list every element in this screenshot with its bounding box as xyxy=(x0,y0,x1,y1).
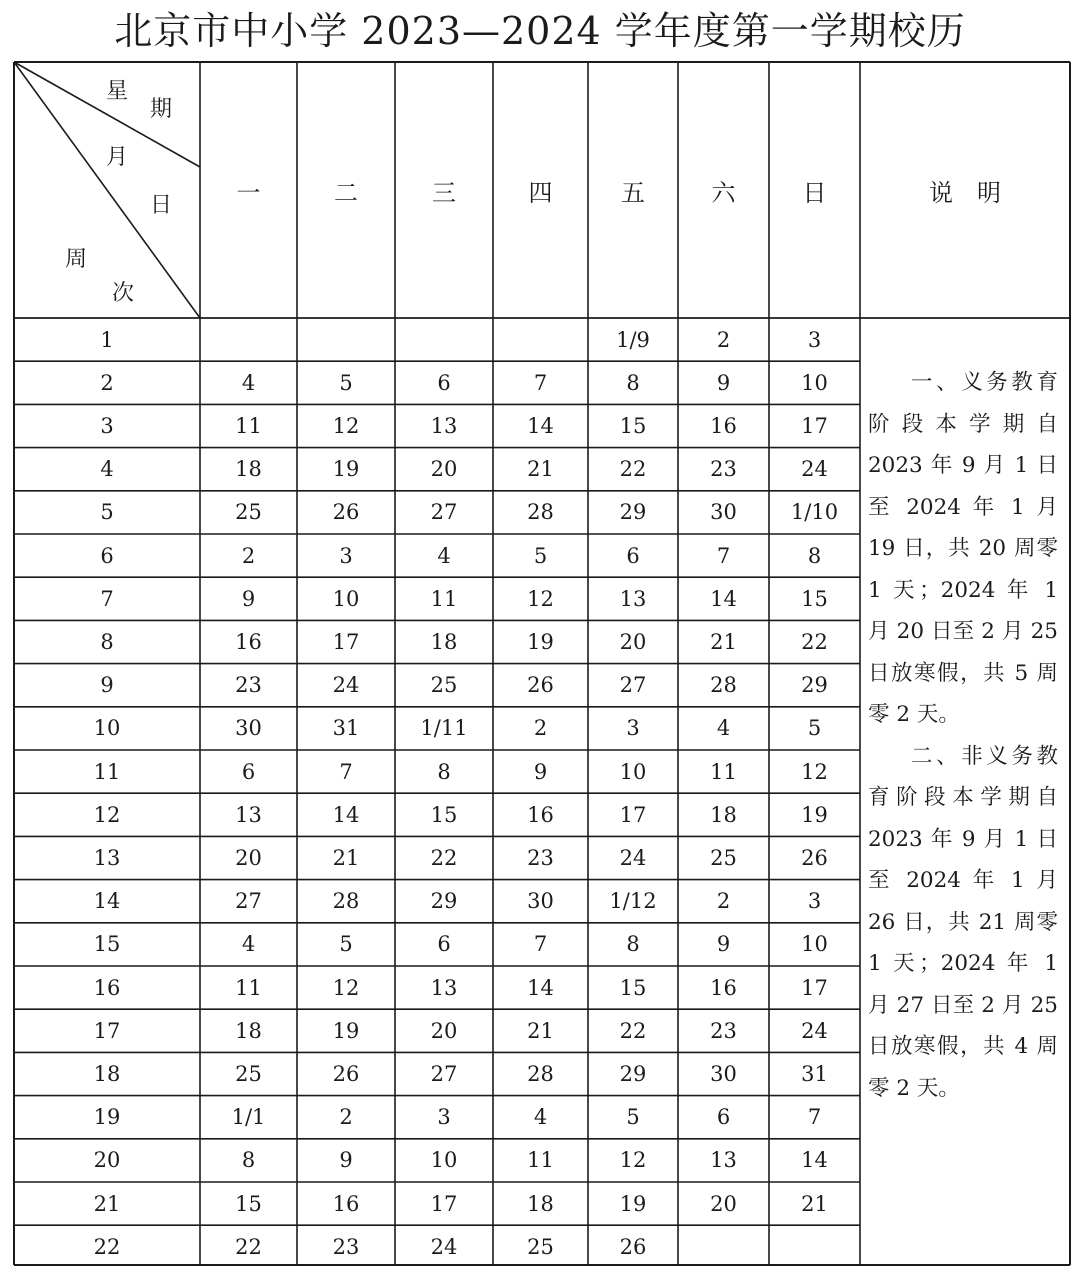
date-cell: 2 xyxy=(716,327,731,352)
page-title: 北京市中小学 2023—2024 学年度第一学期校历 xyxy=(114,9,966,53)
date-cell: 15 xyxy=(801,586,828,611)
date-cell: 22 xyxy=(619,1018,647,1043)
date-cell: 13 xyxy=(430,975,458,1000)
week-number-cell: 12 xyxy=(93,802,121,827)
corner-label-week-1: 周 xyxy=(65,247,88,272)
date-cell: 3 xyxy=(437,1105,451,1130)
date-cell: 28 xyxy=(332,889,360,914)
date-cell: 19 xyxy=(332,457,360,482)
date-cell: 10 xyxy=(801,370,828,395)
week-number-cell: 4 xyxy=(100,457,114,482)
date-cell: 18 xyxy=(235,457,262,482)
date-cell: 7 xyxy=(533,370,548,395)
date-cell: 4 xyxy=(241,932,256,957)
date-cell: 22 xyxy=(430,845,458,870)
date-cell: 31 xyxy=(801,1061,828,1086)
date-cell: 14 xyxy=(527,413,554,438)
date-cell: 10 xyxy=(619,759,647,784)
week-number-cell: 17 xyxy=(93,1018,121,1043)
date-cell: 29 xyxy=(619,500,647,525)
date-cell: 17 xyxy=(619,802,647,827)
weekday-header: 三 xyxy=(432,178,456,207)
date-cell: 25 xyxy=(710,845,737,870)
date-cell xyxy=(297,318,395,361)
date-cell: 28 xyxy=(710,673,737,698)
date-cell: 4 xyxy=(533,1105,548,1130)
notes-text xyxy=(868,362,1058,1109)
note-paragraph-1: 一、义务教育阶段本学期自 2023 年 9 月 1 日至 2024 年 1 月 19 日，共 20 周零 1 天；2024 年 1 月 20 日至 2 月 25 日放寒假，共 5 周零 2 天。 xyxy=(868,370,1058,727)
date-cell: 9 xyxy=(716,932,731,957)
weekday-header: 五 xyxy=(621,178,645,207)
date-cell: 11 xyxy=(527,1148,554,1173)
weekday-header: 六 xyxy=(711,178,736,207)
date-cell: 27 xyxy=(235,889,262,914)
week-number-cell: 18 xyxy=(93,1061,121,1086)
date-cell: 21 xyxy=(801,1191,828,1216)
date-cell: 14 xyxy=(710,586,737,611)
date-cell: 26 xyxy=(527,673,554,698)
date-cell: 14 xyxy=(332,802,360,827)
week-number-cell: 6 xyxy=(100,543,114,568)
week-number-cell: 3 xyxy=(100,413,114,438)
week-number-cell: 10 xyxy=(93,716,121,741)
date-cell: 17 xyxy=(801,975,828,1000)
date-cell: 4 xyxy=(716,716,731,741)
date-cell: 30 xyxy=(710,500,737,525)
weekday-header: 日 xyxy=(802,178,827,207)
date-cell: 16 xyxy=(332,1191,360,1216)
date-cell: 26 xyxy=(332,1061,360,1086)
date-cell: 4 xyxy=(241,370,256,395)
date-cell: 10 xyxy=(801,932,828,957)
date-cell: 6 xyxy=(716,1105,731,1130)
date-cell: 3 xyxy=(626,716,640,741)
date-cell: 26 xyxy=(332,500,360,525)
date-cell: 17 xyxy=(332,629,360,654)
date-cell: 6 xyxy=(437,370,451,395)
week-number-cell: 9 xyxy=(100,673,114,698)
date-cell: 9 xyxy=(716,370,731,395)
date-cell: 1/10 xyxy=(790,500,839,525)
date-cell: 11 xyxy=(235,413,262,438)
date-cell: 23 xyxy=(527,845,554,870)
date-cell: 16 xyxy=(235,629,262,654)
date-cell: 8 xyxy=(626,370,640,395)
date-cell: 10 xyxy=(430,1148,458,1173)
date-cell: 28 xyxy=(527,1061,554,1086)
date-cell: 21 xyxy=(527,457,554,482)
date-cell: 30 xyxy=(710,1061,737,1086)
weekday-header: 一 xyxy=(236,178,261,207)
date-cell: 20 xyxy=(430,1018,458,1043)
date-cell: 7 xyxy=(533,932,548,957)
date-cell: 15 xyxy=(430,802,458,827)
date-cell: 1/1 xyxy=(231,1105,266,1130)
weekday-header: 四 xyxy=(528,178,553,207)
date-cell: 14 xyxy=(527,975,554,1000)
week-number-cell: 20 xyxy=(93,1148,121,1173)
date-cell: 13 xyxy=(710,1148,737,1173)
date-cell: 11 xyxy=(710,759,737,784)
date-cell: 16 xyxy=(710,413,737,438)
date-cell: 2 xyxy=(716,889,731,914)
date-cell: 5 xyxy=(807,716,822,741)
week-number-cell: 2 xyxy=(100,370,114,395)
date-cell: 1/12 xyxy=(609,889,657,914)
date-cell: 16 xyxy=(527,802,554,827)
date-cell: 29 xyxy=(430,889,458,914)
date-cell: 19 xyxy=(527,629,554,654)
date-cell: 3 xyxy=(807,327,822,352)
date-cell: 25 xyxy=(235,1061,262,1086)
date-cell: 8 xyxy=(626,932,640,957)
date-cell: 23 xyxy=(235,673,262,698)
date-cell: 24 xyxy=(332,673,360,698)
date-cell: 9 xyxy=(241,586,256,611)
date-cell: 22 xyxy=(801,629,828,654)
week-number-cell: 1 xyxy=(100,327,114,352)
date-cell: 25 xyxy=(430,673,458,698)
date-cell: 2 xyxy=(533,716,548,741)
date-cell: 17 xyxy=(801,413,828,438)
date-cell: 9 xyxy=(339,1148,353,1173)
date-cell: 1/9 xyxy=(616,327,650,352)
date-cell: 7 xyxy=(807,1105,822,1130)
week-number-cell: 13 xyxy=(93,845,121,870)
week-number-cell: 7 xyxy=(100,586,114,611)
date-cell: 18 xyxy=(527,1191,554,1216)
date-cell: 24 xyxy=(801,457,828,482)
date-cell: 30 xyxy=(527,889,554,914)
corner-label-weekday-2: 期 xyxy=(150,97,173,122)
date-cell: 20 xyxy=(430,457,458,482)
week-number-cell: 21 xyxy=(93,1191,121,1216)
date-cell: 22 xyxy=(619,457,647,482)
date-cell: 21 xyxy=(332,845,360,870)
date-cell: 16 xyxy=(710,975,737,1000)
date-cell: 8 xyxy=(807,543,822,568)
date-cell: 1/11 xyxy=(420,716,468,741)
date-cell: 21 xyxy=(710,629,737,654)
date-cell: 20 xyxy=(710,1191,737,1216)
week-number-cell: 22 xyxy=(93,1234,121,1259)
date-cell: 11 xyxy=(235,975,262,1000)
date-cell: 2 xyxy=(241,543,256,568)
date-cell: 27 xyxy=(430,1061,458,1086)
date-cell: 5 xyxy=(339,932,353,957)
week-number-cell: 11 xyxy=(93,759,121,784)
date-cell: 20 xyxy=(619,629,647,654)
date-cell: 19 xyxy=(619,1191,647,1216)
date-cell: 13 xyxy=(430,413,458,438)
date-cell: 15 xyxy=(619,975,647,1000)
date-cell: 19 xyxy=(332,1018,360,1043)
date-cell: 8 xyxy=(241,1148,256,1173)
date-cell: 6 xyxy=(241,759,256,784)
date-cell: 3 xyxy=(339,543,353,568)
date-cell: 12 xyxy=(332,975,360,1000)
note-paragraph-2: 二、非义务教育阶段本学期自 2023 年 9 月 1 日至 2024 年 1 月 26 日，共 21 周零 1 天；2024 年 1 月 27 日至 2 月 25 日放寒假，共 4 周零 2 天。 xyxy=(868,743,1058,1101)
date-cell xyxy=(493,318,588,361)
date-cell: 17 xyxy=(430,1191,458,1216)
date-cell: 13 xyxy=(619,586,647,611)
date-cell: 30 xyxy=(235,716,262,741)
date-cell: 2 xyxy=(339,1105,353,1130)
date-cell: 23 xyxy=(710,457,737,482)
notes-header: 说 明 xyxy=(929,178,1001,207)
date-cell: 29 xyxy=(619,1061,647,1086)
date-cell: 6 xyxy=(626,543,640,568)
date-cell xyxy=(769,1225,860,1268)
date-cell: 21 xyxy=(527,1018,554,1043)
date-cell: 7 xyxy=(716,543,731,568)
date-cell: 12 xyxy=(801,759,828,784)
date-cell: 19 xyxy=(801,802,828,827)
corner-label-weekday-1: 星 xyxy=(106,79,129,104)
date-cell: 5 xyxy=(626,1105,640,1130)
date-cell: 10 xyxy=(332,586,360,611)
date-cell: 26 xyxy=(801,845,828,870)
date-cell: 12 xyxy=(619,1148,647,1173)
date-cell: 4 xyxy=(437,543,451,568)
date-cell: 5 xyxy=(533,543,548,568)
date-cell: 28 xyxy=(527,500,554,525)
week-number-cell: 14 xyxy=(93,889,121,914)
date-cell: 9 xyxy=(533,759,548,784)
date-cell xyxy=(200,318,297,361)
date-cell: 13 xyxy=(235,802,262,827)
date-cell: 22 xyxy=(235,1234,262,1259)
week-number-cell: 16 xyxy=(93,975,121,1000)
date-cell: 3 xyxy=(807,889,822,914)
date-cell: 18 xyxy=(430,629,458,654)
date-cell: 11 xyxy=(430,586,458,611)
date-cell: 18 xyxy=(235,1018,262,1043)
date-cell: 18 xyxy=(710,802,737,827)
date-cell xyxy=(678,1225,769,1268)
date-cell: 15 xyxy=(619,413,647,438)
date-cell: 25 xyxy=(235,500,262,525)
date-cell: 31 xyxy=(332,716,360,741)
date-cell: 23 xyxy=(332,1234,360,1259)
date-cell: 24 xyxy=(619,845,647,870)
week-number-cell: 19 xyxy=(93,1105,121,1130)
date-cell xyxy=(395,318,493,361)
date-cell: 24 xyxy=(801,1018,828,1043)
date-cell: 25 xyxy=(527,1234,554,1259)
date-cell: 20 xyxy=(235,845,262,870)
date-cell: 29 xyxy=(801,673,828,698)
corner-label-month: 月 xyxy=(106,145,129,170)
weekday-header: 二 xyxy=(334,178,358,207)
date-cell: 14 xyxy=(801,1148,828,1173)
week-number-cell: 8 xyxy=(100,629,114,654)
date-cell: 27 xyxy=(619,673,647,698)
date-cell: 5 xyxy=(339,370,353,395)
week-number-cell: 5 xyxy=(100,500,114,525)
date-cell: 12 xyxy=(527,586,554,611)
date-cell: 7 xyxy=(339,759,353,784)
date-cell: 26 xyxy=(619,1234,647,1259)
date-cell: 8 xyxy=(437,759,451,784)
date-cell: 15 xyxy=(235,1191,262,1216)
corner-label-week-2: 次 xyxy=(112,281,135,306)
date-cell: 24 xyxy=(430,1234,458,1259)
date-cell: 6 xyxy=(437,932,451,957)
corner-label-day: 日 xyxy=(150,193,173,218)
date-cell: 12 xyxy=(332,413,360,438)
date-cell: 23 xyxy=(710,1018,737,1043)
date-cell: 27 xyxy=(430,500,458,525)
week-number-cell: 15 xyxy=(93,932,121,957)
